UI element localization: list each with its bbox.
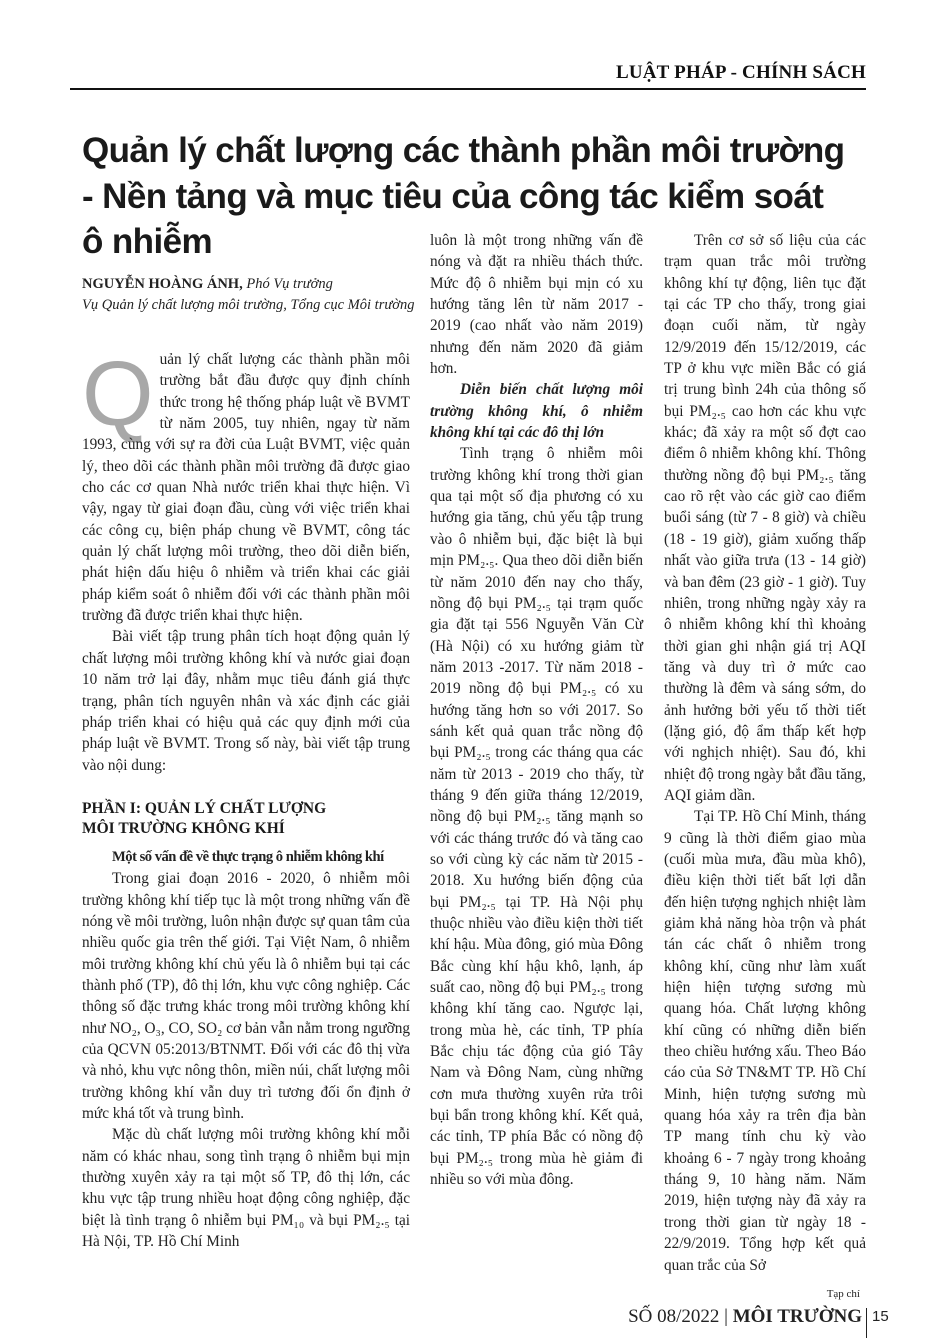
paragraph: Trong giai đoạn 2016 - 2020, ô nhiễm môi trường không khí tiếp tục là một trong những vấn đề nóng về môi trường, luôn nhận được sự quan tâm của nhiều quốc gia trên thế giới. Tại Việt Nam, ô nhiễm môi trường không khí chủ yếu là ô nhiễm bụi tại các thành phố (TP), đô thị lớn, khu vực công nghiệp. Các thông số đặc trưng khác trong môi trường không khí như NO₂, O₃, CO, SO₂ cơ bản vẫn nằm trong ngưỡng của QCVN 05:2013/BTNMT. Đối với các đô thị vừa và nhỏ, khu vực nông thôn, miền núi, chất lượng môi trường không khí vẫn duy trì tương đối ổn định ở mức khá tốt và trung bình.: [82, 870, 410, 1122]
part-heading-line-1: PHẦN I: QUẢN LÝ CHẤT LƯỢNG: [82, 799, 327, 817]
paragraph: Tình trạng ô nhiễm môi trường không khí trong thời gian qua tại một số địa phương có xu hướng gia tăng, chủ yếu tập trung vào ô nhiễm bụi, đặc biệt là bụi mịn PM₂.₅. Qua theo dõi diễn biến từ năm 2010 đến nay cho thấy, nồng độ bụi PM₂.₅ tại trạm quốc gia đặt tại 556 Nguyễn Văn Cừ (Hà Nội) có xu hướng giảm từ năm 2013 -2017. Từ năm 2018 - 2019 nồng độ bụi PM₂.₅ có xu hướng tăng hơn so với 2017. So sánh kết quả quan trắc nồng độ bụi PM₂.₅ trong các tháng qua các năm từ 2013 - 2019 cho thấy, từ tháng 9 đến giữa tháng 12/2019, nồng độ bụi PM₂.₅ tăng mạnh so với các tháng trước đó và tăng cao so với cùng kỳ các năm từ 2015 - 2018. Xu hướng biến động của bụi PM₂.₅ tại TP. Hà Nội phụ thuộc nhiều vào điều kiện thời tiết khí hậu. Mùa đông, gió mùa Đông Bắc cùng khí hậu khô, lạnh, áp suất cao, nồng độ bụi PM₂.₅ trong không khí tăng cao. Ngược lại, trong mùa hè, các tỉnh, TP phía Bắc chịu tác động của gió Tây Nam và Đông Nam, cùng những cơn mưa thường xuyên rửa trôi bụi bẩn trong không khí. Kết quả, các tỉnh, TP phía Bắc có nồng độ bụi PM₂.₅ trong mùa hè giảm đi nhiều so với mùa đông.: [430, 445, 643, 1189]
title-line-3: ô nhiễm: [82, 222, 212, 261]
issue-number: SỐ 08/2022 |: [628, 1306, 728, 1327]
section-label: LUẬT PHÁP - CHÍNH SÁCH: [615, 62, 866, 83]
author-role: Phó Vụ trưởng: [246, 276, 333, 292]
italic-sub-heading: Diễn biến chất lượng môi trường không khí, ô nhiễm không khí tại các đô thị lớn: [430, 381, 643, 442]
magazine-prefix: Tạp chí: [826, 1288, 860, 1300]
title-line-1: Quản lý chất lượng các thành phần môi trường: [82, 131, 845, 170]
page-footer: [590, 1288, 890, 1334]
page-number: 15: [872, 1308, 889, 1325]
column-3: [664, 230, 866, 1276]
paragraph: Bài viết tập trung phân tích hoạt động quản lý chất lượng môi trường không khí và nước giai đoạn 10 năm trở lại đây, nhằm mục tiêu đánh giá thực trạng, phân tích nguyên nhân và xác định các giải pháp triển khai có hiệu quả các quy định mới của pháp luật về BVMT. Trong số này, bài viết tập trung vào nội dung:: [82, 628, 410, 774]
title-line-2: - Nền tảng và mục tiêu của công tác kiểm soát: [82, 176, 824, 216]
header-divider: [70, 88, 866, 90]
column-1: [82, 343, 410, 1252]
footer-divider: [866, 1308, 867, 1338]
part-heading-line-2: MÔI TRƯỜNG KHÔNG KHÍ: [82, 819, 285, 837]
column-2: [430, 230, 643, 1190]
part-heading: [82, 799, 410, 839]
sub-heading: Một số vấn đề về thực trạng ô nhiễm không khí: [112, 848, 384, 865]
paragraph: Tại TP. Hồ Chí Minh, tháng 9 cũng là thời điểm giao mùa (cuối mùa mưa, đầu mùa khô), điều kiện thời tiết bất lợi dẫn đến hiện tượng nghịch nhiệt làm giảm khả năng hòa trộn và phát tán các chất ô nhiễm trong không khí, cũng như làm xuất hiện hiện tượng sương mù quang hóa. Chất lượng không khí cũng có những diễn biến theo chiều hướng xấu. Theo Báo cáo của Sở TN&MT TP. Hồ Chí Minh, hiện tượng sương mù quang hóa xảy ra trên địa bàn TP mang tính chu kỳ vào khoảng 6 - 7 ngày trong khoảng tháng 9, 10 hàng năm. Năm 2019, hiện tượng này đã xảy ra trong thời gian từ ngày 18 - 22/9/2019. Tổng hợp kết quả quan trắc của Sở: [664, 808, 866, 1274]
drop-cap: Q: [82, 343, 154, 445]
magazine-name: MÔI TRƯỜNG: [732, 1306, 862, 1327]
issue-label: [628, 1306, 862, 1328]
author-name: NGUYỄN HOÀNG ÁNH,: [82, 276, 243, 292]
paragraph: Mặc dù chất lượng môi trường không khí mỗi năm có khác nhau, song tình trạng ô nhiễm bụi mịn thường xuyên xảy ra tại một số TP, đô thị lớn, các khu vực tập trung nhiều hoạt động công nghiệp, đặc biệt là tình trạng ô nhiễm bụi PM₁₀ và bụi PM₂.₅ tại Hà Nội, TP. Hồ Chí Minh: [82, 1126, 410, 1251]
intro-paragraph: [82, 343, 410, 626]
intro-text: uản lý chất lượng các thành phần môi trường bắt đầu được quy định chính thức trong hệ thống pháp luật về BVMT từ năm 2005, tuy nhiên, ngay từ năm 1993, cùng với sự ra đời của Luật BVMT, việc quản lý, theo dõi các thành phần môi trường đã được giao cho các cơ quan Nhà nước triển khai thực hiện. Vì vậy, ngay từ giai đoạn đầu, cùng với việc triển khai các công cụ, biện pháp chung về BVMT, công tác quản lý chất lượng môi trường, theo dõi diễn biến, phát hiện dấu hiệu ô nhiễm và triển khai các giải pháp kiểm soát ô nhiễm đối với các thành phần môi trường đã được triển khai thực hiện.: [82, 351, 410, 625]
paragraph: Trên cơ sở số liệu của các trạm quan trắc môi trường không khí tự động, liên tục đặt tại các TP cho thấy, trong giai đoạn cuối năm, từ ngày 12/9/2019 đến 15/12/2019, các TP ở khu vực miền Bắc có giá trị trung bình 24h của thông số bụi PM₂.₅ cao hơn các khu vực khác; đã xảy ra một số đợt cao điểm ô nhiễm không khí. Thông thường nồng độ bụi PM₂.₅ tăng cao rõ rệt vào các giờ cao điểm buổi sáng (từ 7 - 8 giờ) và chiều (18 - 19 giờ), giảm xuống thấp nhất vào giữa trưa (13 - 14 giờ) và ban đêm (23 giờ - 1 giờ). Tuy nhiên, trong những ngày xảy ra ô nhiễm không khí thì khoảng thời gian ghi nhận giá trị AQI tăng và duy trì ở mức cao thường là đêm và sáng sớm, do ảnh hưởng bởi yếu tố thời tiết (lặng gió, độ ẩm thấp kết hợp với nghịch nhiệt). Sau đó, khi nhiệt độ trong ngày bắt đầu tăng, AQI giảm dần.: [664, 232, 866, 804]
paragraph: luôn là một trong những vấn đề nóng và đặt ra nhiều thách thức. Mức độ ô nhiễm bụi mịn có xu hướng tăng lên từ năm 2017 - 2019 (cao nhất vào năm 2019) nhưng đến năm 2020 đã giảm hơn.: [430, 232, 643, 378]
byline: [82, 274, 415, 316]
author-affiliation: Vụ Quản lý chất lượng môi trường, Tổng cục Môi trường: [82, 297, 415, 313]
